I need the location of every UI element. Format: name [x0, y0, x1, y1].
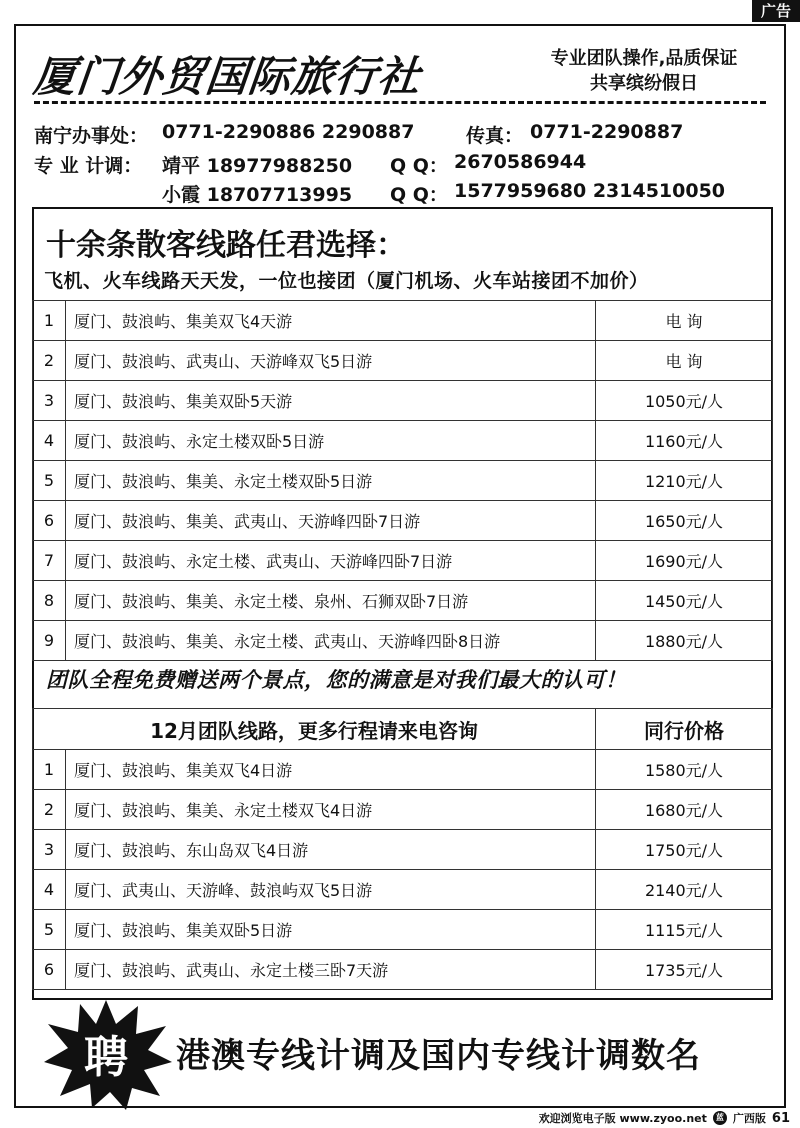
- route-price: 1735元/人: [596, 950, 773, 990]
- qq1-label: Q Q：: [390, 155, 448, 177]
- row-number: 5: [33, 461, 66, 501]
- section1-subheading: 飞机、火车线路天天发，一位也接团（厦门机场、火车站接团不加价）: [44, 270, 649, 292]
- table-row: [33, 950, 773, 990]
- section1-heading: 十余条散客线路任君选择：: [46, 228, 406, 263]
- fax-label: 传真：: [466, 125, 524, 147]
- table-row: [33, 421, 773, 461]
- row-number: 4: [33, 421, 66, 461]
- route-price: 1450元/人: [596, 581, 773, 621]
- route-name: 厦门、鼓浪屿、集美双飞4天游: [66, 301, 596, 341]
- table-row: [33, 501, 773, 541]
- table-row: [33, 341, 773, 381]
- hiring-text: 港澳专线计调及国内专线计调数名: [176, 1036, 701, 1076]
- route-name: 厦门、鼓浪屿、武夷山、永定土楼三卧7天游: [66, 950, 596, 990]
- table-row: [33, 750, 773, 790]
- route-name: 厦门、鼓浪屿、永定土楼、武夷山、天游峰四卧7日游: [66, 541, 596, 581]
- table-row: [33, 830, 773, 870]
- table-header-row: [33, 709, 773, 750]
- hiring-badge-text: 聘: [84, 1032, 128, 1083]
- table-row: [33, 910, 773, 950]
- route-name: 厦门、鼓浪屿、集美双飞4日游: [66, 750, 596, 790]
- office-label: 南宁办事处：: [34, 125, 149, 147]
- table-row: [33, 870, 773, 910]
- planner1-phone: 靖平 18977988250: [162, 155, 353, 177]
- route-name: 厦门、鼓浪屿、集美双卧5天游: [66, 381, 596, 421]
- route-price: 2140元/人: [596, 870, 773, 910]
- route-name: 厦门、鼓浪屿、集美、永定土楼、泉州、石狮双卧7日游: [66, 581, 596, 621]
- table-row: [33, 541, 773, 581]
- route-price: 1750元/人: [596, 830, 773, 870]
- row-number: 8: [33, 581, 66, 621]
- planner2-row: [34, 180, 774, 204]
- dashed-divider: [34, 101, 766, 104]
- group-routes-table: [32, 708, 773, 990]
- route-name: 厦门、鼓浪屿、集美、永定土楼双飞4日游: [66, 790, 596, 830]
- route-price: 电 询: [596, 301, 773, 341]
- qq2-label: Q Q：: [390, 184, 448, 206]
- planner-label: 专 业 计调：: [34, 155, 143, 177]
- row-number: 7: [33, 541, 66, 581]
- price-header: 同行价格: [596, 709, 773, 750]
- route-name: 厦门、鼓浪屿、武夷山、天游峰双飞5日游: [66, 341, 596, 381]
- individual-routes-table: [32, 300, 773, 661]
- edition-label: 广西版: [732, 1112, 766, 1125]
- row-number: 3: [33, 381, 66, 421]
- group-routes-header: 12月团队线路，更多行程请来电咨询: [33, 709, 596, 750]
- row-number: 2: [33, 790, 66, 830]
- row-number: 3: [33, 830, 66, 870]
- row-number: 1: [33, 301, 66, 341]
- route-price: 1210元/人: [596, 461, 773, 501]
- page-number: 61: [771, 1110, 790, 1126]
- planner1-row: [34, 151, 774, 175]
- table-row: [33, 381, 773, 421]
- free-sights-slogan: 团队全程免费赠送两个景点，您的满意是对我们最大的认可！: [46, 668, 627, 692]
- qq1-number: 2670586944: [454, 151, 587, 173]
- route-price: 1650元/人: [596, 501, 773, 541]
- route-name: 厦门、武夷山、天游峰、鼓浪屿双飞5日游: [66, 870, 596, 910]
- slogan-line-1: 专业团队操作,品质保证: [550, 48, 738, 69]
- route-price: 1160元/人: [596, 421, 773, 461]
- row-number: 5: [33, 910, 66, 950]
- table-row: [33, 621, 773, 661]
- header-slogan: [524, 46, 764, 96]
- route-price: 1680元/人: [596, 790, 773, 830]
- qq2-numbers: 1577959680 2314510050: [454, 180, 726, 202]
- page-footer: [539, 1110, 790, 1126]
- planner2-phone: 小霞 18707713995: [162, 184, 353, 206]
- footer-text: 欢迎浏览电子版 www.zyoo.net: [538, 1112, 707, 1125]
- table-row: [33, 461, 773, 501]
- row-number: 2: [33, 341, 66, 381]
- route-price: 电 询: [596, 341, 773, 381]
- publication-seal-icon: 蓝: [713, 1111, 727, 1125]
- route-price: 1115元/人: [596, 910, 773, 950]
- agency-title: 厦门外贸国际旅行社: [31, 52, 424, 101]
- route-name: 厦门、鼓浪屿、东山岛双飞4日游: [66, 830, 596, 870]
- row-number: 6: [33, 501, 66, 541]
- route-price: 1580元/人: [596, 750, 773, 790]
- route-name: 厦门、鼓浪屿、集美、武夷山、天游峰四卧7日游: [66, 501, 596, 541]
- route-name: 厦门、鼓浪屿、集美双卧5日游: [66, 910, 596, 950]
- route-name: 厦门、鼓浪屿、永定土楼双卧5日游: [66, 421, 596, 461]
- table-row: [33, 581, 773, 621]
- route-name: 厦门、鼓浪屿、集美、永定土楼、武夷山、天游峰四卧8日游: [66, 621, 596, 661]
- row-number: 9: [33, 621, 66, 661]
- ad-tag: 广告: [752, 0, 800, 22]
- row-number: 4: [33, 870, 66, 910]
- row-number: 1: [33, 750, 66, 790]
- fax-number: 0771-2290887: [530, 121, 684, 143]
- hiring-starburst-icon: [40, 1000, 172, 1110]
- row-number: 6: [33, 950, 66, 990]
- route-name: 厦门、鼓浪屿、集美、永定土楼双卧5日游: [66, 461, 596, 501]
- office-contact-row: [34, 121, 774, 145]
- slogan-line-2: 共享缤纷假日: [590, 73, 698, 94]
- table-row: [33, 790, 773, 830]
- office-phones: 0771-2290886 2290887: [162, 121, 415, 143]
- table-row: [33, 301, 773, 341]
- route-price: 1880元/人: [596, 621, 773, 661]
- route-price: 1050元/人: [596, 381, 773, 421]
- route-price: 1690元/人: [596, 541, 773, 581]
